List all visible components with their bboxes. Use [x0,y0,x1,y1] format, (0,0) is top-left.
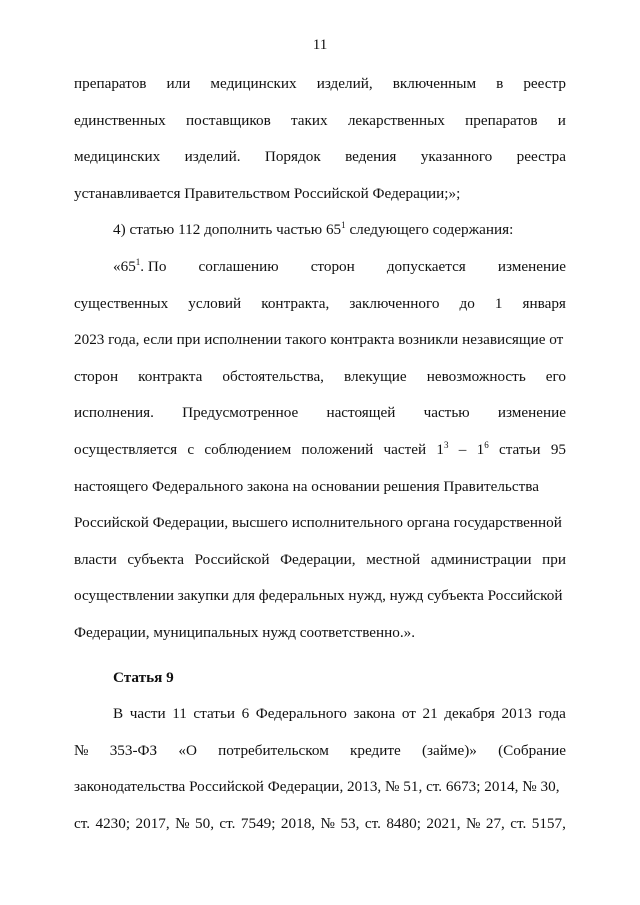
word: статьи [498,440,541,458]
word: 27, [485,814,505,832]
word: 11 [172,705,187,723]
word: – [458,440,467,458]
word: исполнения. [74,404,154,422]
word: 2013 [501,705,532,723]
text-line [74,696,566,733]
word: изменение [497,404,566,422]
word: Федерации, [280,550,356,568]
word: 4230; [95,814,131,832]
word: (займе)» [421,741,477,759]
word: № [465,814,481,832]
quoted-paragraph-start [74,249,566,286]
text-fragment: следующего содержания: [345,221,514,239]
text-line: законодательства Российской Федерации, 2013, № 51, ст. 6673; 2014, № 30, [74,778,560,796]
word: частью [423,404,470,422]
word: 21 [422,705,438,723]
word: от [401,705,416,723]
word: статьи [193,705,235,723]
word: изделий. [184,148,241,166]
word: местной [366,550,421,568]
word: Порядок [264,148,321,166]
word: реестра [516,148,566,166]
text-fragment: «$65^1$. По [113,256,167,275]
word: 8480; [386,814,421,832]
word: положений [301,440,374,458]
word: сторон [74,367,119,385]
word: 1 [494,294,503,312]
word: соблюдением [204,440,292,458]
word: Предусмотренное [182,404,299,422]
word: 6 [241,705,250,723]
word: его [545,367,566,385]
word: января [522,294,566,312]
word: с [187,440,195,458]
word: ст. [219,814,236,832]
word: № [320,814,336,832]
text-line [74,432,566,469]
word: № [175,814,190,832]
word: 2017, [135,814,170,832]
amendment-paragraph [74,212,566,249]
text-line [74,395,566,432]
word: допускается [386,257,466,275]
word: 353-ФЗ [109,741,158,759]
word: при [542,550,566,568]
word: ведения [345,148,397,166]
word: препаратов [465,111,538,129]
word: 7549; [240,814,276,832]
text-line [74,733,566,770]
word: лекарственных [347,111,445,129]
word: 95 [550,440,566,458]
part-reference: $1^3$ [436,439,449,458]
word: существенных [74,294,169,312]
superscript: 3 [444,439,449,450]
word: 2021, [426,814,461,832]
word: заключенного [349,294,440,312]
word: настоящей [326,404,396,422]
word: 50, [195,814,214,832]
word: условий [188,294,242,312]
word: указанного [420,148,493,166]
word: 5157, [531,814,566,832]
word: кредите [350,741,401,759]
word: в [496,75,504,92]
word: или [166,75,191,92]
word: (Собрание [498,741,566,759]
text-line [74,359,566,396]
word: таких [290,111,328,129]
word: соглашению [198,257,279,275]
word: В [113,705,124,723]
text-line [74,542,566,579]
word: медицинских [74,148,161,166]
text-line: осуществлении закупки для федеральных нужд, нужд субъекта Российской [74,587,563,605]
word: осуществляется [74,440,178,458]
text-line: Российской Федерации, высшего исполнительного органа государственной [74,514,562,532]
word: влекущие [344,367,407,385]
document-body [74,66,566,842]
word: власти [74,550,117,568]
superscript: 1 [135,256,141,267]
word: субъекта [127,550,185,568]
text-line: устанавливается Правительством Российской Федерации;»; [74,184,461,202]
text-line [74,806,566,843]
word: медицинских [210,75,297,92]
word: изменение [497,257,566,275]
word: 53, [340,814,360,832]
word: Федерального [255,705,347,723]
word: контракта, [261,294,330,312]
word: года [538,705,566,723]
word: 2018, [280,814,316,832]
article-heading: Статья 9 [113,668,174,686]
text-line [74,103,566,140]
word: закона [353,705,396,723]
page-number: 11 [312,36,328,53]
word: включенным [392,75,477,92]
word: невозможность [426,367,526,385]
word: поставщиков [185,111,271,129]
word: администрации [430,550,532,568]
word: ст. [74,814,91,832]
word: сторон [310,257,355,275]
word: декабря [444,705,495,723]
word: «О [178,741,197,759]
text-line: Федерации, муниципальных нужд соответственно.». [74,623,416,641]
text-fragment: 4) статью 112 дополнить частью 65 [113,221,342,239]
word: частей [383,440,427,458]
superscript: 1 [341,220,346,231]
text-line [74,139,566,176]
text-line [74,66,566,103]
word: обстоятельства, [222,367,324,385]
text-line: настоящего Федерального закона на основании решения Правительства [74,477,539,495]
word: и [557,111,566,129]
part-reference: $1^6$ [476,439,489,458]
word: препаратов [74,75,147,92]
superscript: 6 [484,439,489,450]
text-line: 2023 года, если при исполнении такого контракта возникли независящие от [74,331,564,349]
text-line [74,286,566,323]
word: потребительском [218,741,329,759]
word: ст. [364,814,381,832]
word: Российской [194,550,270,568]
word: реестр [523,75,566,92]
word: единственных [74,111,166,129]
word: до [459,294,475,312]
word: № [74,741,89,759]
word: изделий, [316,75,373,92]
word: ст. [510,814,527,832]
word: части [129,705,166,723]
word: контракта [138,367,203,385]
